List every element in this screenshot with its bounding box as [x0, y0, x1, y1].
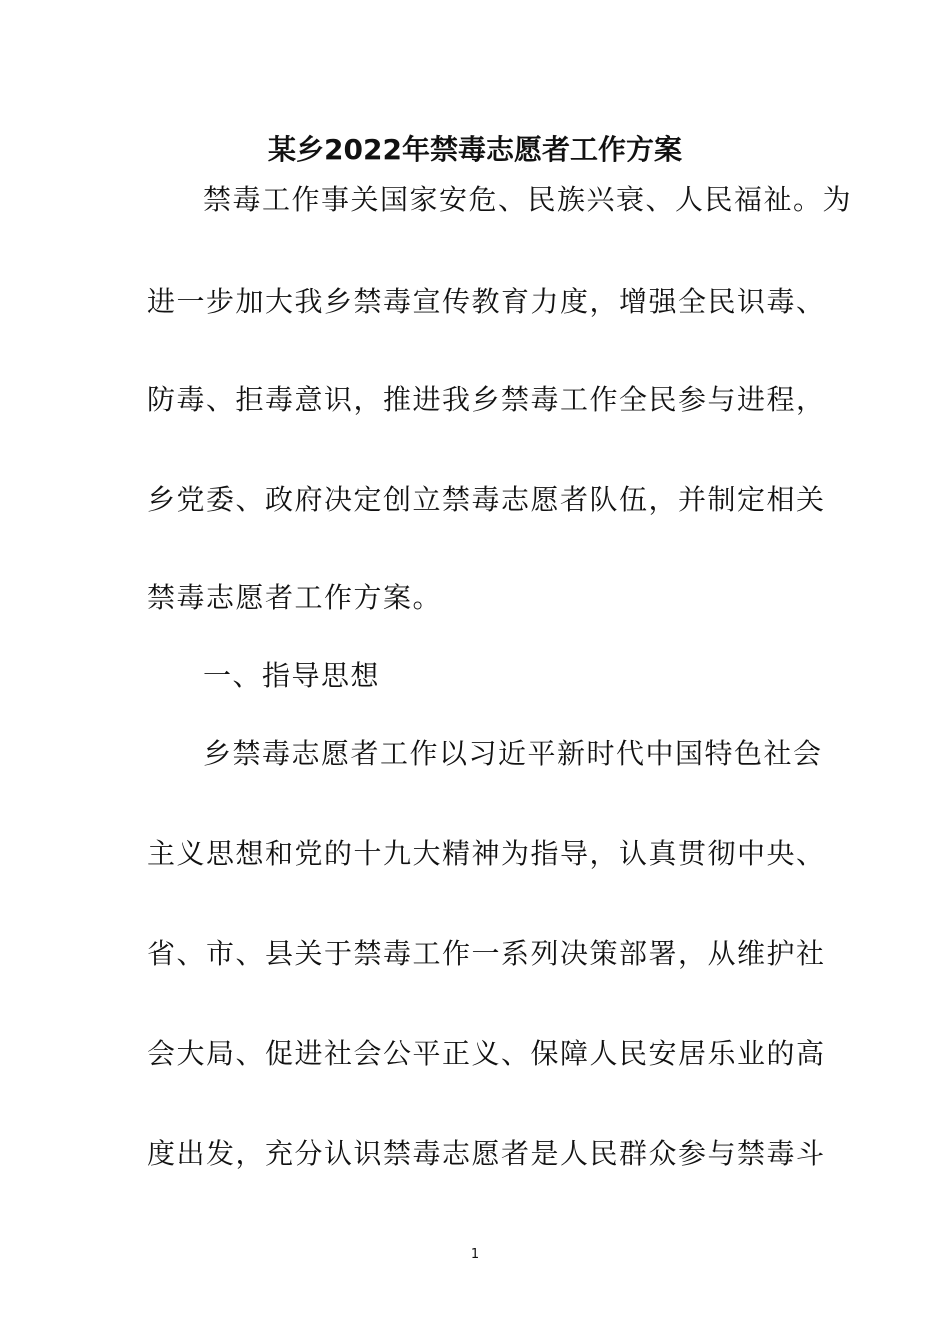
paragraph-line: 省、市、县关于禁毒工作一系列决策部署，从维护社	[147, 937, 826, 970]
document-title: 某乡2022年禁毒志愿者工作方案	[268, 133, 682, 166]
paragraph-line: 进一步加大我乡禁毒宣传教育力度，增强全民识毒、	[147, 285, 826, 318]
paragraph-line: 会大局、促进社会公平正义、保障人民安居乐业的高	[147, 1037, 826, 1070]
paragraph-line: 乡禁毒志愿者工作以习近平新时代中国特色社会	[203, 737, 823, 770]
paragraph-line: 主义思想和党的十九大精神为指导，认真贯彻中央、	[147, 837, 826, 870]
paragraph-line: 防毒、拒毒意识，推进我乡禁毒工作全民参与进程，	[147, 383, 826, 416]
page-number: 1	[470, 1247, 480, 1262]
paragraph-line: 禁毒工作事关国家安危、民族兴衰、人民福祉。为	[203, 183, 853, 216]
paragraph-line: 乡党委、政府决定创立禁毒志愿者队伍，并制定相关	[147, 483, 826, 516]
section-heading: 一、指导思想	[203, 659, 381, 692]
paragraph-line: 禁毒志愿者工作方案。	[147, 581, 443, 614]
paragraph-line: 度出发，充分认识禁毒志愿者是人民群众参与禁毒斗	[147, 1137, 826, 1170]
